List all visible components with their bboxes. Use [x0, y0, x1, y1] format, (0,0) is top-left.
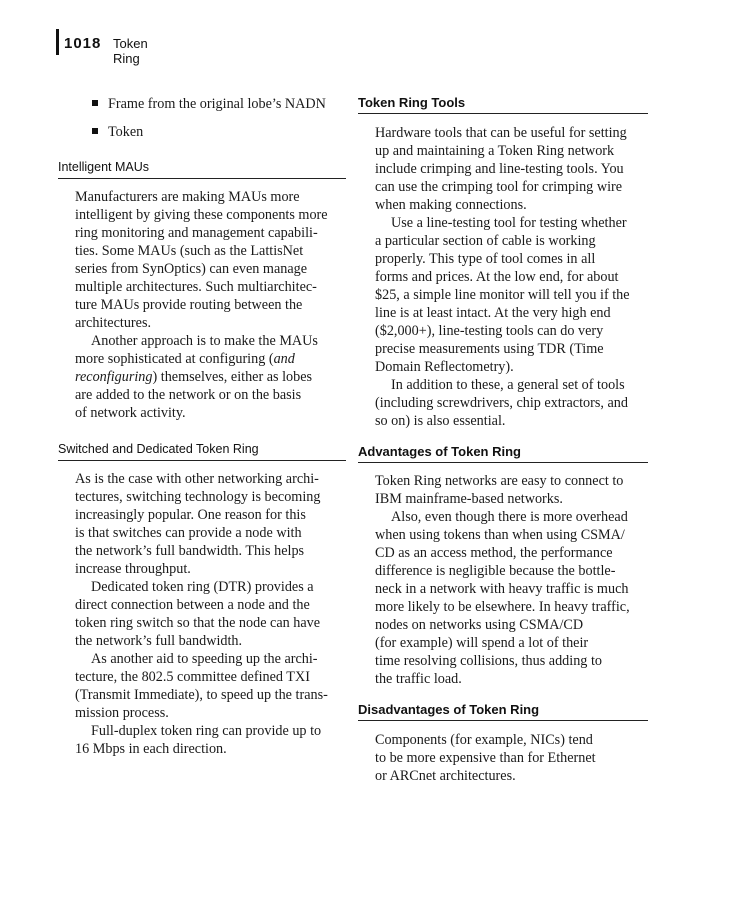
text-line: IBM mainframe-based networks.	[375, 491, 563, 507]
page-number: 1018	[64, 35, 102, 52]
text-line: $25, a simple line monitor will tell you if the	[375, 287, 630, 303]
text-line: forms and prices. At the low end, for about	[375, 269, 619, 285]
text-line: time resolving collisions, thus adding to	[375, 653, 602, 669]
bullet-icon	[92, 128, 98, 134]
text-line: is that switches can provide a node with	[75, 525, 302, 541]
text-line: of network activity.	[75, 405, 186, 421]
text-line: up and maintaining a Token Ring network	[375, 143, 615, 159]
text-line: ture MAUs provide routing between the	[75, 297, 303, 313]
text-line: (including screwdrivers, chip extractors, and	[375, 395, 628, 411]
text-line: tecture, the 802.5 committee defined TXI	[75, 669, 310, 685]
text-line: more sophisticated at configuring (and	[75, 351, 295, 367]
bullet-item	[92, 124, 143, 141]
text-line: the network’s full bandwidth.	[75, 633, 243, 649]
text-line: multiple architectures. Such multiarchitec-	[75, 279, 317, 295]
text-line: to be more expensive than for Ethernet	[375, 750, 596, 766]
bullet-icon	[92, 100, 98, 106]
text-line: series from SynOptics) can even manage	[75, 261, 308, 277]
text-line: As is the case with other networking archi-	[75, 471, 319, 487]
text-line: Components (for example, NICs) tend	[375, 732, 593, 748]
heading-rule	[58, 178, 346, 179]
text-line: Also, even though there is more overhead	[391, 509, 628, 525]
text-line: tectures, switching technology is becoming	[75, 489, 321, 505]
heading-advantages: Advantages of Token Ring	[358, 444, 521, 459]
text-line: Manufacturers are making MAUs more	[75, 189, 300, 205]
text-line: architectures.	[75, 315, 152, 331]
text-line: direct connection between a node and the	[75, 597, 310, 613]
text-line: precise measurements using TDR (Time	[375, 341, 604, 357]
header-rule	[56, 29, 59, 55]
text-line: Domain Reflectometry).	[375, 359, 514, 375]
text-line: token ring switch so that the node can have	[75, 615, 321, 631]
text-line: nodes on networks using CSMA/CD	[375, 617, 584, 633]
text-line: As another aid to speeding up the archi-	[91, 651, 318, 667]
text-line: In addition to these, a general set of tools	[391, 377, 625, 393]
text-line: ($2,000+), line-testing tools can do very	[375, 323, 604, 339]
text-line: Token Ring networks are easy to connect to	[375, 473, 624, 489]
text-line: CD as an access method, the performance	[375, 545, 613, 561]
section-intelligent-maus	[75, 188, 328, 422]
text-line: 16 Mbps in each direction.	[75, 741, 227, 757]
text-line: Hardware tools that can be useful for setting	[375, 125, 627, 141]
text-line: Another approach is to make the MAUs	[91, 333, 318, 349]
text-line: the traffic load.	[375, 671, 462, 687]
text-line: mission process.	[75, 705, 169, 721]
text-line: a particular section of cable is working	[375, 233, 596, 249]
text-line: when using tokens than when using CSMA/	[375, 527, 625, 543]
text-line: include crimping and line-testing tools. You	[375, 161, 624, 177]
heading-switched-dedicated: Switched and Dedicated Token Ring	[58, 442, 259, 456]
chapter-title: Token Ring	[113, 36, 148, 66]
text-line: increasingly popular. One reason for this	[75, 507, 306, 523]
text-line: Full-duplex token ring can provide up to	[91, 723, 322, 739]
bullet-text: Frame from the original lobe’s NADN	[108, 96, 326, 112]
heading-rule	[358, 720, 648, 721]
text-line: so on) is also essential.	[375, 413, 506, 429]
heading-intelligent-maus: Intelligent MAUs	[58, 160, 150, 174]
text-line: can use the crimping tool for crimping wire	[375, 179, 623, 195]
text-line: Use a line-testing tool for testing whether	[391, 215, 627, 231]
heading-rule	[58, 460, 346, 461]
section-advantages	[375, 472, 630, 688]
text-line: or ARCnet architectures.	[375, 768, 516, 784]
text-line: when making connections.	[375, 197, 527, 213]
text-line: properly. This type of tool comes in all	[375, 251, 596, 267]
heading-token-ring-tools: Token Ring Tools	[358, 95, 466, 110]
text-line: increase throughput.	[75, 561, 191, 577]
text-line: ties. Some MAUs (such as the LattisNet	[75, 243, 304, 259]
bullet-text: Token	[108, 124, 144, 140]
text-line: difference is negligible because the bottle-	[375, 563, 616, 579]
heading-rule	[358, 113, 648, 114]
section-disadvantages	[375, 731, 596, 785]
text-line: intelligent by giving these components more	[75, 207, 328, 223]
heading-rule	[358, 462, 648, 463]
text-line: neck in a network with heavy traffic is much	[375, 581, 629, 597]
text-line: more likely to be elsewhere. In heavy traffic,	[375, 599, 630, 615]
bullet-item	[92, 96, 326, 113]
text-line: Dedicated token ring (DTR) provides a	[91, 579, 314, 595]
text-line: (Transmit Immediate), to speed up the trans-	[75, 687, 328, 703]
text-line: reconfiguring) themselves, either as lobes	[75, 369, 313, 385]
text-line: the network’s full bandwidth. This helps	[75, 543, 305, 559]
section-switched-dedicated	[75, 470, 328, 758]
text-line: line is at least intact. At the very high end	[375, 305, 611, 321]
text-line: are added to the network or on the basis	[75, 387, 302, 403]
text-line: (for example) will spend a lot of their	[375, 635, 589, 651]
text-line: ring monitoring and management capabili-	[75, 225, 318, 241]
section-token-ring-tools	[375, 124, 630, 430]
heading-disadvantages: Disadvantages of Token Ring	[358, 702, 540, 717]
